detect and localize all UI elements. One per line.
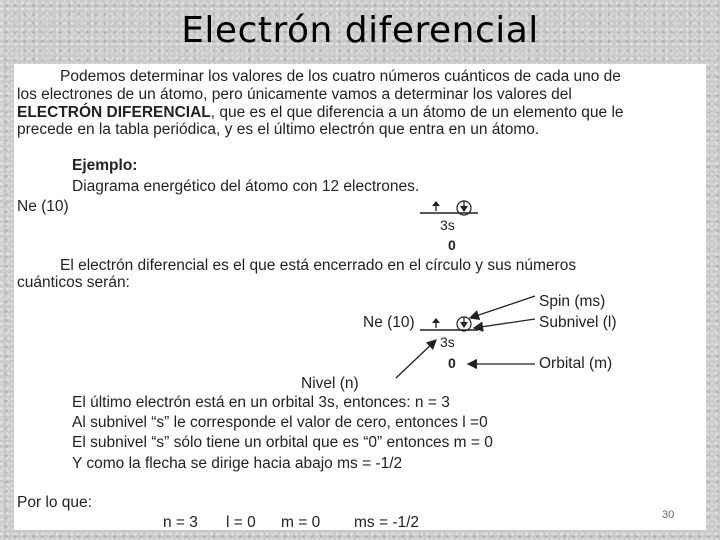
- step-3: El subnivel “s” sólo tiene un orbital que es “0” entonces m = 0: [72, 434, 493, 451]
- label-subnivel: Subnivel (l): [539, 314, 617, 331]
- label-spin: Spin (ms): [539, 293, 606, 310]
- example-caption: Diagrama energético del átomo con 12 electrones.: [72, 178, 420, 195]
- conclusion-ms: ms = -1/2: [354, 514, 420, 531]
- diagram2-core: Ne (10): [363, 314, 415, 331]
- intro-line-3-rest: , que es el que diferencia a un átomo de un elemento que le: [210, 104, 624, 121]
- example-orbital-value: 0: [448, 237, 456, 253]
- label-orbital: Orbital (m): [539, 355, 613, 372]
- conclusion-label: Por lo que:: [17, 494, 92, 511]
- explanation-line-2: cuánticos serán:: [17, 274, 130, 291]
- spin-pointer-arrow: [470, 296, 535, 318]
- slide-title: Electrón diferencial: [181, 10, 539, 51]
- example-core: Ne (10): [17, 198, 69, 215]
- intro-line-2: los electrones de un átomo, pero únicamente vamos a determinar los valores del: [17, 86, 572, 103]
- diagram2-orbital-value: 0: [448, 355, 456, 371]
- electron-down-arrowhead: [460, 206, 468, 212]
- electron-up-arrowhead: [432, 318, 440, 323]
- electron-down-arrowhead: [460, 322, 468, 328]
- conclusion-m: m = 0: [281, 514, 321, 531]
- subnivel-pointer-arrow: [474, 319, 535, 328]
- diagram2-orbital-label: 3s: [440, 334, 455, 350]
- step-2: Al subnivel “s” le corresponde el valor de cero, entonces l =0: [72, 414, 488, 431]
- label-nivel: Nivel (n): [301, 375, 359, 392]
- step-1: El último electrón está en un orbital 3s, entonces: n = 3: [72, 394, 450, 411]
- example-orbital-diagram: [420, 201, 478, 215]
- intro-line-1: Podemos determinar los valores de los cuatro números cuánticos de cada uno de: [60, 68, 621, 85]
- step-4: Y como la flecha se dirige hacia abajo ms = -1/2: [72, 455, 403, 472]
- example-orbital-label: 3s: [440, 217, 455, 233]
- annotated-orbital-diagram: [396, 296, 535, 378]
- page-number: 30: [662, 509, 675, 521]
- electron-up-arrowhead: [432, 201, 440, 206]
- nivel-pointer-arrow: [396, 340, 436, 378]
- conclusion-l: l = 0: [226, 514, 256, 531]
- example-heading: Ejemplo:: [72, 157, 138, 174]
- electron-diferencial-term: ELECTRÓN DIFERENCIAL: [17, 104, 211, 121]
- intro-line-4: precede en la tabla periódica, y es el último electrón que entra en un átomo.: [17, 121, 540, 138]
- conclusion-n: n = 3: [163, 514, 198, 531]
- explanation-line-1: El electrón diferencial es el que está encerrado en el círculo y sus números: [60, 257, 577, 274]
